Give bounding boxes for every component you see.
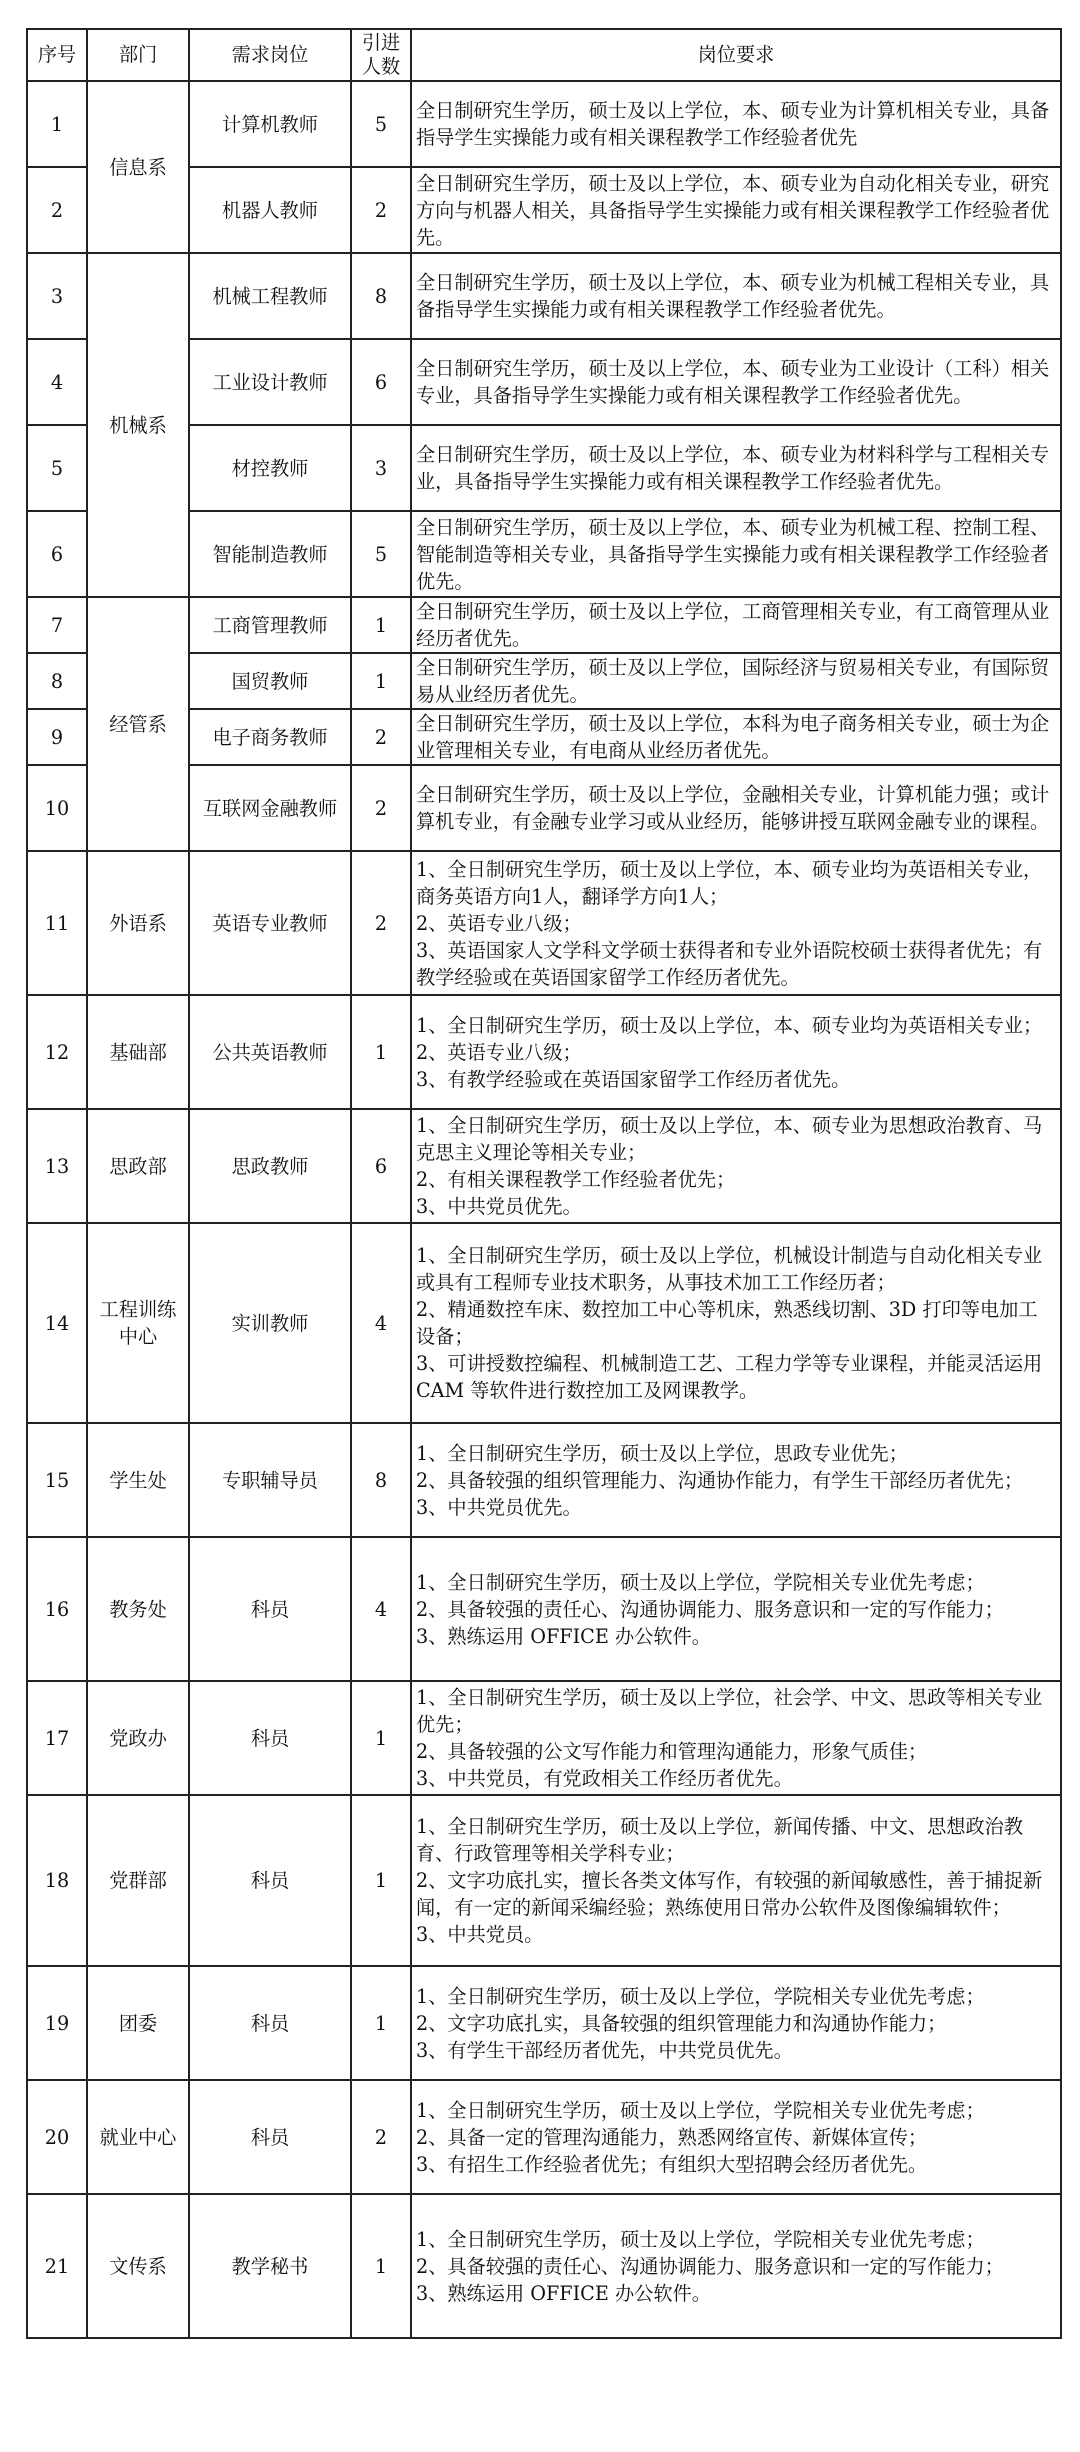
header-row	[27, 29, 1061, 81]
position-cell: 智能制造教师	[189, 511, 351, 597]
requirements-cell: 1、全日制研究生学历，硕士及以上学位，本、硕专业均为英语相关专业； 2、英语专业八级； 3、有教学经验或在英语国家留学工作经历者优先。	[411, 995, 1061, 1109]
table-row	[27, 253, 1061, 339]
requirements-cell: 全日制研究生学历，硕士及以上学位，本、硕专业为机械工程、控制工程、智能制造等相关专业，具备指导学生实操能力或有相关课程教学工作经验者优先。	[411, 511, 1061, 597]
seq-cell: 2	[27, 167, 87, 253]
position-cell: 科员	[189, 1795, 351, 1966]
count-cell: 3	[351, 425, 411, 511]
seq-cell: 3	[27, 253, 87, 339]
position-cell: 英语专业教师	[189, 851, 351, 995]
requirements-cell: 全日制研究生学历，硕士及以上学位，本、硕专业为计算机相关专业，具备指导学生实操能力或有相关课程教学工作经验者优先	[411, 81, 1061, 167]
position-cell: 公共英语教师	[189, 995, 351, 1109]
requirements-cell: 1、全日制研究生学历，硕士及以上学位，学院相关专业优先考虑； 2、具备较强的责任心、沟通协调能力、服务意识和一定的写作能力； 3、熟练运用 OFFICE 办公软件。	[411, 1537, 1061, 1681]
header-dept: 部门	[87, 29, 189, 81]
count-cell: 1	[351, 597, 411, 653]
count-cell: 2	[351, 709, 411, 765]
requirements-cell: 1、全日制研究生学历，硕士及以上学位，机械设计制造与自动化相关专业或具有工程师专业技术职务，从事技术加工工作经历者； 2、精通数控车床、数控加工中心等机床，熟悉线切割、3D 打印等电加工设备； 3、可讲授数控编程、机械制造工艺、工程力学等专业课程，并能灵活运用 CAM 等软件进行数控加工及网课教学。	[411, 1223, 1061, 1423]
requirements-cell: 1、全日制研究生学历，硕士及以上学位，学院相关专业优先考虑； 2、具备较强的责任心、沟通协调能力、服务意识和一定的写作能力； 3、熟练运用 OFFICE 办公软件。	[411, 2194, 1061, 2338]
position-cell: 专职辅导员	[189, 1423, 351, 1537]
position-cell: 材控教师	[189, 425, 351, 511]
position-cell: 机械工程教师	[189, 253, 351, 339]
table-row	[27, 1109, 1061, 1223]
position-cell: 互联网金融教师	[189, 765, 351, 851]
count-cell: 8	[351, 1423, 411, 1537]
requirements-cell: 全日制研究生学历，硕士及以上学位，金融相关专业，计算机能力强；或计算机专业，有金融专业学习或从业经历，能够讲授互联网金融专业的课程。	[411, 765, 1061, 851]
count-cell: 8	[351, 253, 411, 339]
count-cell: 1	[351, 1795, 411, 1966]
table-row	[27, 1795, 1061, 1966]
dept-cell: 信息系	[87, 81, 189, 253]
seq-cell: 13	[27, 1109, 87, 1223]
seq-cell: 20	[27, 2080, 87, 2194]
seq-cell: 17	[27, 1681, 87, 1795]
requirements-cell: 全日制研究生学历，硕士及以上学位，本科为电子商务相关专业，硕士为企业管理相关专业，有电商从业经历者优先。	[411, 709, 1061, 765]
count-cell: 2	[351, 167, 411, 253]
dept-cell: 团委	[87, 1966, 189, 2080]
seq-cell: 7	[27, 597, 87, 653]
seq-cell: 8	[27, 653, 87, 709]
dept-cell: 工程训练中心	[87, 1223, 189, 1423]
seq-cell: 4	[27, 339, 87, 425]
seq-cell: 16	[27, 1537, 87, 1681]
dept-cell: 思政部	[87, 1109, 189, 1223]
count-cell: 2	[351, 2080, 411, 2194]
requirements-cell: 1、全日制研究生学历，硕士及以上学位，本、硕专业为思想政治教育、马克思主义理论等相关专业； 2、有相关课程教学工作经验者优先； 3、中共党员优先。	[411, 1109, 1061, 1223]
dept-cell: 教务处	[87, 1537, 189, 1681]
requirements-cell: 全日制研究生学历，硕士及以上学位，本、硕专业为机械工程相关专业，具备指导学生实操能力或有相关课程教学工作经验者优先。	[411, 253, 1061, 339]
count-cell: 6	[351, 1109, 411, 1223]
dept-cell: 就业中心	[87, 2080, 189, 2194]
table-row	[27, 1423, 1061, 1537]
table-row	[27, 1681, 1061, 1795]
requirements-cell: 1、全日制研究生学历，硕士及以上学位，本、硕专业均为英语相关专业，商务英语方向1人，翻译学方向1人； 2、英语专业八级； 3、英语国家人文学科文学硕士获得者和专业外语院校硕士获得者优先；有教学经验或在英语国家留学工作经历者优先。	[411, 851, 1061, 995]
header-seq: 序号	[27, 29, 87, 81]
dept-cell: 学生处	[87, 1423, 189, 1537]
count-cell: 6	[351, 339, 411, 425]
requirements-cell: 1、全日制研究生学历，硕士及以上学位，思政专业优先； 2、具备较强的组织管理能力、沟通协作能力，有学生干部经历者优先； 3、中共党员优先。	[411, 1423, 1061, 1537]
dept-cell: 经管系	[87, 597, 189, 851]
position-cell: 计算机教师	[189, 81, 351, 167]
position-cell: 思政教师	[189, 1109, 351, 1223]
dept-cell: 机械系	[87, 253, 189, 597]
count-cell: 5	[351, 81, 411, 167]
dept-cell: 外语系	[87, 851, 189, 995]
count-cell: 5	[351, 511, 411, 597]
position-cell: 工商管理教师	[189, 597, 351, 653]
position-cell: 工业设计教师	[189, 339, 351, 425]
dept-cell: 党政办	[87, 1681, 189, 1795]
table-row	[27, 597, 1061, 653]
seq-cell: 11	[27, 851, 87, 995]
dept-cell: 文传系	[87, 2194, 189, 2338]
requirements-cell: 全日制研究生学历，硕士及以上学位，工商管理相关专业，有工商管理从业经历者优先。	[411, 597, 1061, 653]
requirements-cell: 1、全日制研究生学历，硕士及以上学位，学院相关专业优先考虑； 2、文字功底扎实，具备较强的组织管理能力和沟通协作能力； 3、有学生干部经历者优先，中共党员优先。	[411, 1966, 1061, 2080]
table-row	[27, 995, 1061, 1109]
count-cell: 1	[351, 1966, 411, 2080]
position-cell: 教学秘书	[189, 2194, 351, 2338]
seq-cell: 10	[27, 765, 87, 851]
position-cell: 机器人教师	[189, 167, 351, 253]
header-position: 需求岗位	[189, 29, 351, 81]
seq-cell: 21	[27, 2194, 87, 2338]
seq-cell: 1	[27, 81, 87, 167]
seq-cell: 15	[27, 1423, 87, 1537]
position-cell: 实训教师	[189, 1223, 351, 1423]
table-row	[27, 2194, 1061, 2338]
header-count: 引进人数	[351, 29, 411, 81]
requirements-cell: 全日制研究生学历，硕士及以上学位，本、硕专业为自动化相关专业，研究方向与机器人相关，具备指导学生实操能力或有相关课程教学工作经验者优先。	[411, 167, 1061, 253]
count-cell: 1	[351, 2194, 411, 2338]
table-row	[27, 81, 1061, 167]
seq-cell: 6	[27, 511, 87, 597]
requirements-cell: 全日制研究生学历，硕士及以上学位，本、硕专业为工业设计（工科）相关专业，具备指导学生实操能力或有相关课程教学工作经验者优先。	[411, 339, 1061, 425]
count-cell: 1	[351, 995, 411, 1109]
table-row	[27, 1966, 1061, 2080]
count-cell: 1	[351, 1681, 411, 1795]
table-row	[27, 2080, 1061, 2194]
seq-cell: 14	[27, 1223, 87, 1423]
position-cell: 科员	[189, 1537, 351, 1681]
position-cell: 科员	[189, 2080, 351, 2194]
table-row	[27, 851, 1061, 995]
header-requirements: 岗位要求	[411, 29, 1061, 81]
requirements-cell: 全日制研究生学历，硕士及以上学位，本、硕专业为材料科学与工程相关专业，具备指导学生实操能力或有相关课程教学工作经验者优先。	[411, 425, 1061, 511]
seq-cell: 19	[27, 1966, 87, 2080]
seq-cell: 5	[27, 425, 87, 511]
position-cell: 电子商务教师	[189, 709, 351, 765]
table-row	[27, 1537, 1061, 1681]
position-cell: 科员	[189, 1966, 351, 2080]
position-cell: 科员	[189, 1681, 351, 1795]
seq-cell: 18	[27, 1795, 87, 1966]
requirements-cell: 1、全日制研究生学历，硕士及以上学位，新闻传播、中文、思想政治教育、行政管理等相关学科专业； 2、文字功底扎实，擅长各类文体写作，有较强的新闻敏感性，善于捕捉新闻，有一定的新闻采编经验；熟练使用日常办公软件及图像编辑软件； 3、中共党员。	[411, 1795, 1061, 1966]
dept-cell: 党群部	[87, 1795, 189, 1966]
seq-cell: 12	[27, 995, 87, 1109]
table-row	[27, 1223, 1061, 1423]
requirements-cell: 全日制研究生学历，硕士及以上学位，国际经济与贸易相关专业，有国际贸易从业经历者优先。	[411, 653, 1061, 709]
seq-cell: 9	[27, 709, 87, 765]
count-cell: 2	[351, 851, 411, 995]
position-cell: 国贸教师	[189, 653, 351, 709]
count-cell: 4	[351, 1537, 411, 1681]
requirements-cell: 1、全日制研究生学历，硕士及以上学位，社会学、中文、思政等相关专业优先； 2、具备较强的公文写作能力和管理沟通能力，形象气质佳； 3、中共党员，有党政相关工作经历者优先。	[411, 1681, 1061, 1795]
count-cell: 4	[351, 1223, 411, 1423]
requirements-cell: 1、全日制研究生学历，硕士及以上学位，学院相关专业优先考虑； 2、具备一定的管理沟通能力，熟悉网络宣传、新媒体宣传； 3、有招生工作经验者优先；有组织大型招聘会经历者优先。	[411, 2080, 1061, 2194]
dept-cell: 基础部	[87, 995, 189, 1109]
count-cell: 2	[351, 765, 411, 851]
recruitment-table	[26, 28, 1062, 2339]
count-cell: 1	[351, 653, 411, 709]
